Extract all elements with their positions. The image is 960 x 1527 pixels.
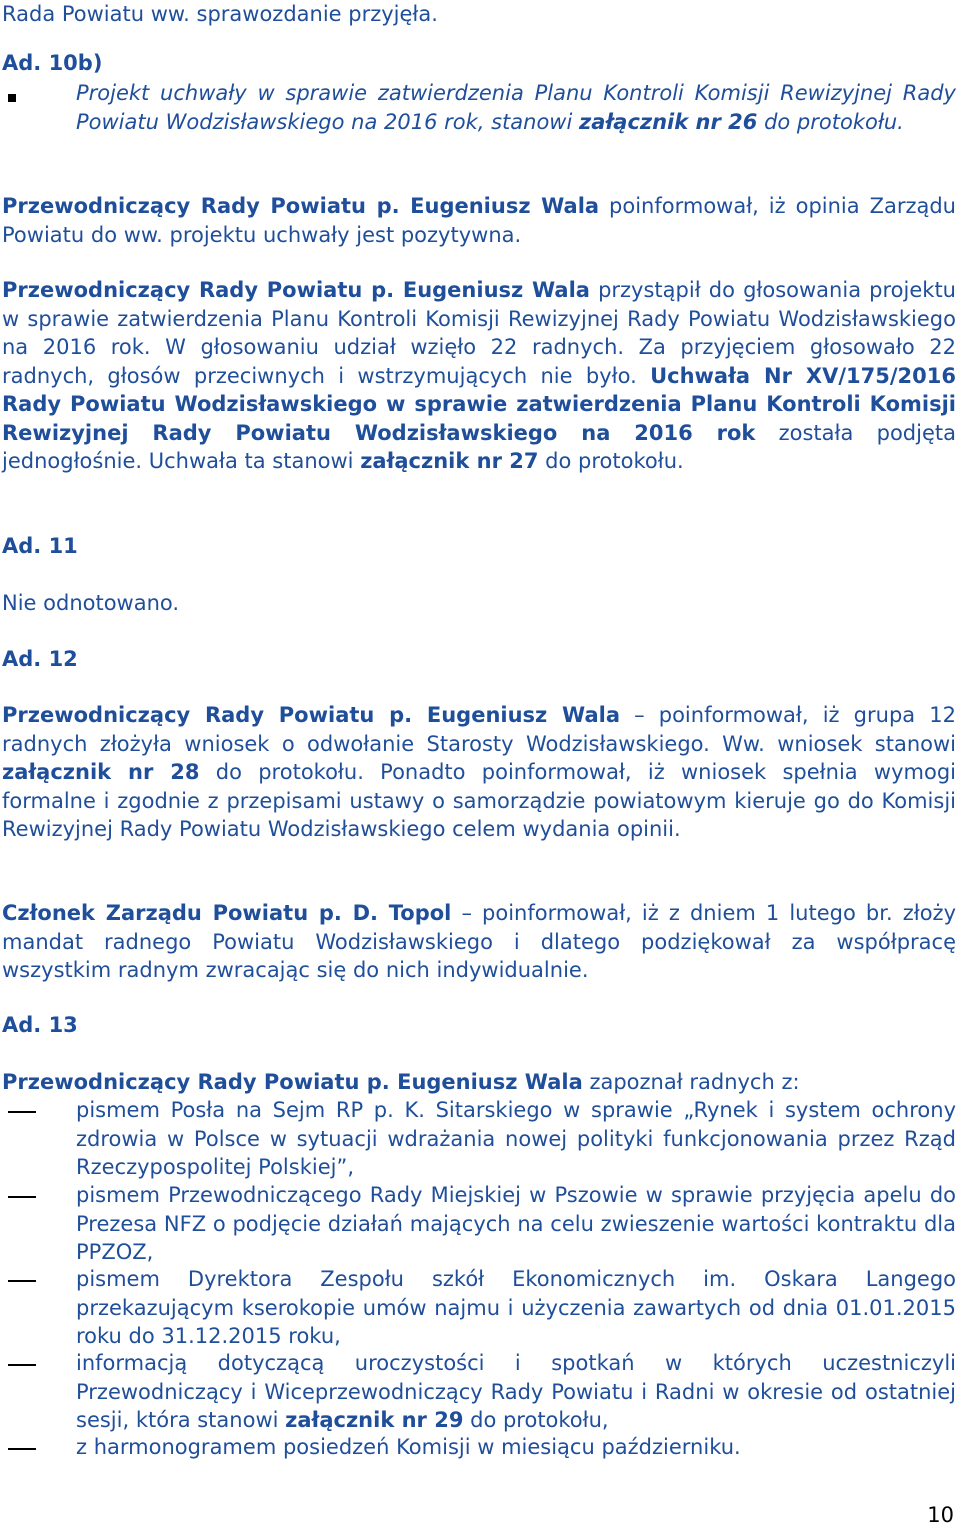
paragraph-opinion <box>2 192 956 249</box>
resolution-title: Uchwała Nr XV/175/2016 Rady Powiatu Wodzisławskiego w sprawie zatwierdzenia Planu Kontroli Komisji Rewizyjnej Rady Powiatu Wodzisławskiego na 2016 rok <box>2 363 956 445</box>
paragraph-motion <box>2 701 956 844</box>
list-item: z harmonogramem posiedzeń Komisji w miesiącu październiku. <box>76 1435 741 1459</box>
page-number: 10 <box>927 1503 954 1527</box>
dash-bullet-icon <box>8 1280 36 1282</box>
top-line: Rada Powiatu ww. sprawozdanie przyjęła. <box>2 2 438 26</box>
list-item-text: informacją dotyczącą uroczystości i spotkań w których uczestniczyli Przewodniczący i Wiceprzewodniczący Rady Powiatu i Radni w okresie od ostatniej sesji, która stanowi <box>76 1351 956 1432</box>
heading-ad-12: Ad. 12 <box>2 647 78 671</box>
ad10b-item-attachment: załącznik nr 26 <box>579 109 758 134</box>
paragraph-opinion-text: poinformował, iż opinia Zarządu Powiatu do ww. projektu uchwały jest pozytywna. <box>2 194 956 247</box>
speaker-name: Członek Zarządu Powiatu p. D. Topol <box>2 901 452 925</box>
speaker-name: Przewodniczący Rady Powiatu p. Eugeniusz Wala <box>2 1070 583 1094</box>
speaker-name: Przewodniczący Rady Powiatu p. Eugeniusz Wala <box>2 703 620 727</box>
ad10b-item <box>76 79 956 136</box>
paragraph-topol-text: – poinformował, iż z dniem 1 lutego br. złoży mandat radnego Powiatu Wodzisławskiego i dlatego podziękował za współpracę wszystkim radnym zwracając się do nich indywidualnie. <box>2 901 956 982</box>
ad10b-item-text: Projekt uchwały w sprawie zatwierdzenia Planu Kontroli Komisji Rewizyjnej Rady Powiatu Wodzisławskiego na 2016 rok, stanowi <box>76 81 956 134</box>
paragraph-letters-intro <box>2 1068 956 1097</box>
paragraph-vote-text-3: do protokołu. <box>538 449 684 473</box>
list-item-tail: do protokołu, <box>463 1408 609 1432</box>
ad11-text: Nie odnotowano. <box>2 591 180 615</box>
square-bullet-icon <box>8 94 16 102</box>
attachment-29: załącznik nr 29 <box>285 1408 464 1432</box>
heading-ad-11: Ad. 11 <box>2 534 78 558</box>
heading-ad-13: Ad. 13 <box>2 1013 78 1037</box>
list-item: pismem Przewodniczącego Rady Miejskiej w Pszowie w sprawie przyjęcia apelu do Prezesa NFZ o podjęcie działań mających na celu zwieszenie wartości kontraktu dla PPZOZ, <box>76 1183 956 1264</box>
dash-bullet-icon <box>8 1111 36 1113</box>
dash-bullet-icon <box>8 1364 36 1366</box>
paragraph-topol <box>2 899 956 985</box>
paragraph-vote-text-2: została podjęta jednogłośnie. Uchwała ta stanowi <box>2 420 956 473</box>
paragraph-letters-intro-text: zapoznał radnych z: <box>582 1070 800 1094</box>
ad10b-item-tail: do protokołu. <box>757 109 904 134</box>
paragraph-motion-text-2: do protokołu. Ponadto poinformował, iż wniosek spełnia wymogi formalne i zgodnie z przepisami ustawy o samorządzie powiatowym kieruje go do Komisji Rewizyjnej Rady Powiatu Wodzisławskiego celem wydania opinii. <box>2 760 956 841</box>
speaker-name: Przewodniczący Rady Powiatu p. Eugeniusz Wala <box>2 278 590 302</box>
paragraph-vote <box>2 276 956 476</box>
speaker-name: Przewodniczący Rady Powiatu p. Eugeniusz Wala <box>2 194 600 218</box>
attachment-27: załącznik nr 27 <box>360 449 539 473</box>
heading-ad-10b: Ad. 10b) <box>2 51 103 75</box>
list-item: pismem Dyrektora Zespołu szkół Ekonomicznych im. Oskara Langego przekazującym kserokopie umów najmu i użyczenia zawartych od dnia 01.01.2015 roku do 31.12.2015 roku, <box>76 1267 956 1348</box>
list-item: pismem Posła na Sejm RP p. K. Sitarskiego w sprawie „Rynek i system ochrony zdrowia w Polsce w sytuacji wdrażania nowej polityki funkcjonowania przez Rząd Rzeczypospolitej Polskiej”, <box>76 1098 956 1179</box>
list-item <box>76 1349 956 1435</box>
paragraph-vote-text: przystąpił do głosowania projektu w sprawie zatwierdzenia Planu Kontroli Komisji Rewizyjnej Rady Powiatu Wodzisławskiego na 2016 rok. W głosowaniu udział wzięło 22 radnych. Za przyjęciem głosowało 22 radnych, głosów przeciwnych i wstrzymujących nie było. <box>2 278 956 388</box>
attachment-28: załącznik nr 28 <box>2 760 200 784</box>
paragraph-motion-text: – poinformował, iż grupa 12 radnych złożyła wniosek o odwołanie Starosty Wodzisławskiego. Ww. wniosek stanowi <box>2 703 956 756</box>
dash-bullet-icon <box>8 1448 36 1450</box>
dash-bullet-icon <box>8 1196 36 1198</box>
